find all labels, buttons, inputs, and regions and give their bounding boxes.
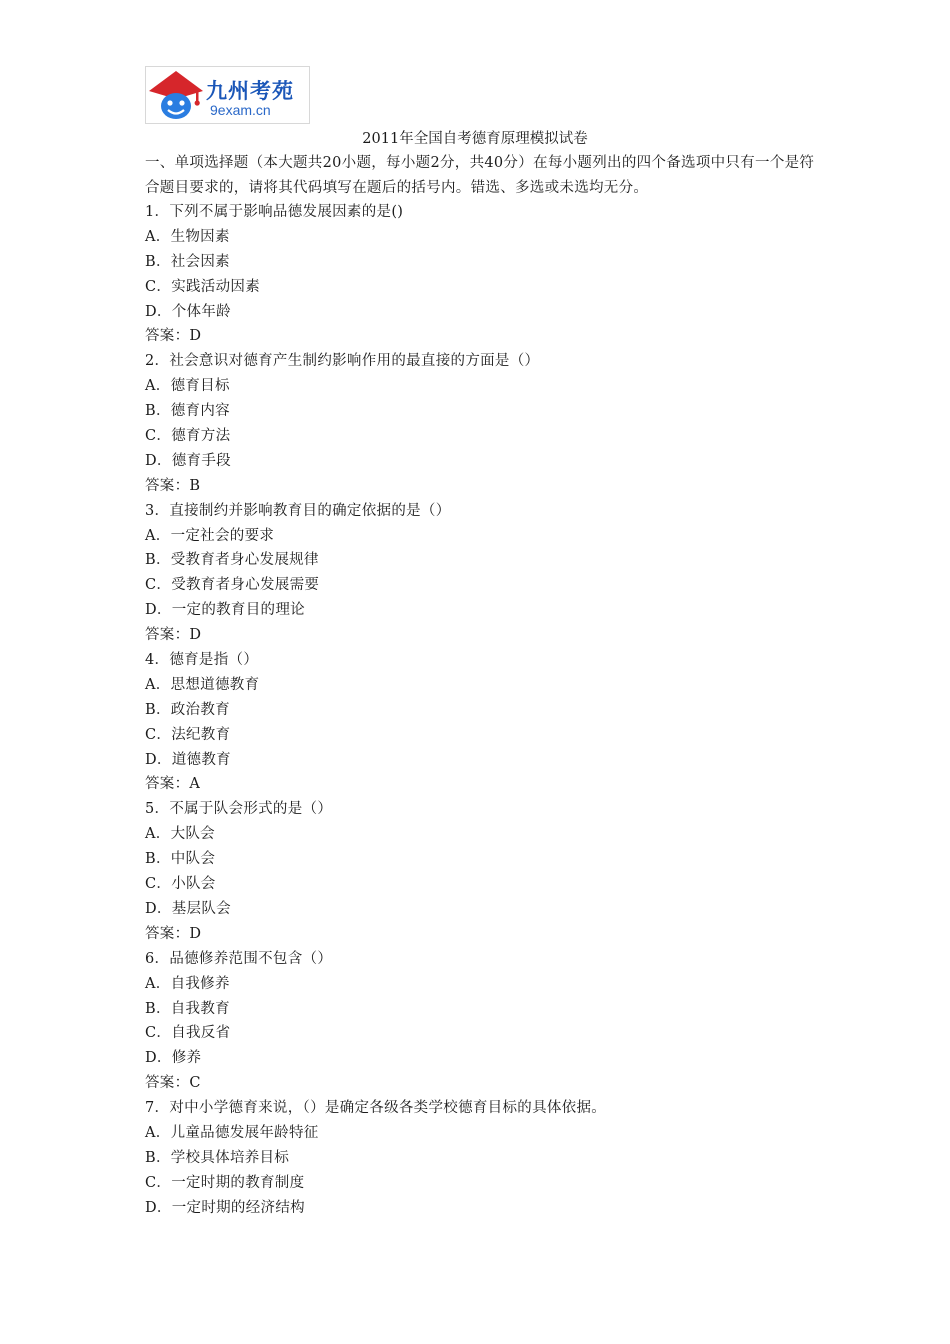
question-stem: 4．德育是指（）	[145, 652, 259, 669]
answer-option: A．儿童品德发展年龄特征	[145, 1124, 319, 1141]
answer-option: D．个体年龄	[145, 303, 231, 320]
answer-option: C．法纪教育	[145, 726, 231, 743]
question-stem: 2．社会意识对德育产生制约影响作用的最直接的方面是（）	[145, 353, 540, 370]
answer-option: B．中队会	[145, 851, 216, 868]
question-item	[145, 349, 815, 498]
document-body	[145, 151, 815, 1221]
question-stem: 1．下列不属于影响品德发展因素的是()	[145, 204, 404, 220]
answer-option: D．德育手段	[145, 452, 231, 469]
answer-option: B．学校具体培养目标	[145, 1149, 290, 1166]
section-instructions: 一、单项选择题（本大题共20小题，每小题2分，共40分）在每小题列出的四个备选项中只有一个是符合题目要求的，请将其代码填写在题后的括号内。错选、多选或未选均无分。	[145, 155, 815, 196]
document-title: 2011年全国自考德育原理模拟试卷	[362, 131, 588, 147]
answer-key: 答案：D	[145, 925, 202, 942]
answer-key: 答案：C	[145, 1075, 201, 1092]
question-item	[145, 499, 815, 648]
question-item	[145, 947, 815, 1096]
answer-key: 答案：D	[145, 627, 202, 644]
answer-option: D．一定的教育目的理论	[145, 602, 305, 619]
answer-option: A．德育目标	[145, 378, 230, 395]
answer-key: 答案：B	[145, 477, 201, 494]
answer-option: B．德育内容	[145, 403, 230, 420]
graduation-cap-smiley-icon	[146, 67, 206, 123]
answer-option: B．政治教育	[145, 701, 230, 718]
answer-option: A．生物因素	[145, 228, 230, 245]
answer-option: A．思想道德教育	[145, 676, 260, 693]
logo-domain-text: 9exam.cn	[210, 102, 271, 118]
logo	[145, 66, 310, 124]
answer-option: B．社会因素	[145, 253, 230, 270]
answer-option: C．一定时期的教育制度	[145, 1174, 305, 1191]
question-item	[145, 200, 815, 349]
answer-option: D．基层队会	[145, 900, 231, 917]
answer-option: D．道德教育	[145, 751, 231, 768]
question-stem: 3．直接制约并影响教育目的确定依据的是（）	[145, 502, 451, 519]
question-list	[145, 200, 815, 1221]
question-item	[145, 648, 815, 797]
question-stem: 7．对中小学德育来说，（）是确定各级各类学校德育目标的具体依据。	[145, 1100, 607, 1117]
answer-option: C．实践活动因素	[145, 278, 260, 295]
answer-option: B．受教育者身心发展规律	[145, 552, 319, 569]
answer-option: A．自我修养	[145, 975, 230, 992]
logo-chinese-text: 九州考苑	[206, 79, 294, 103]
question-stem: 6．品德修养范围不包含（）	[145, 950, 333, 967]
question-item	[145, 1096, 815, 1220]
answer-option: B．自我教育	[145, 1000, 230, 1017]
question-item	[145, 797, 815, 946]
answer-option: C．小队会	[145, 876, 216, 893]
answer-option: A．大队会	[145, 826, 215, 843]
question-stem: 5．不属于队会形式的是（）	[145, 801, 333, 818]
answer-key: 答案：A	[145, 776, 201, 793]
answer-option: C．受教育者身心发展需要	[145, 577, 320, 594]
answer-key: 答案：D	[145, 328, 202, 345]
answer-option: D．一定时期的经济结构	[145, 1199, 305, 1216]
answer-option: D．修养	[145, 1050, 202, 1067]
answer-option: C．德育方法	[145, 428, 231, 445]
answer-option: C．自我反省	[145, 1025, 231, 1042]
answer-option: A．一定社会的要求	[145, 527, 275, 544]
